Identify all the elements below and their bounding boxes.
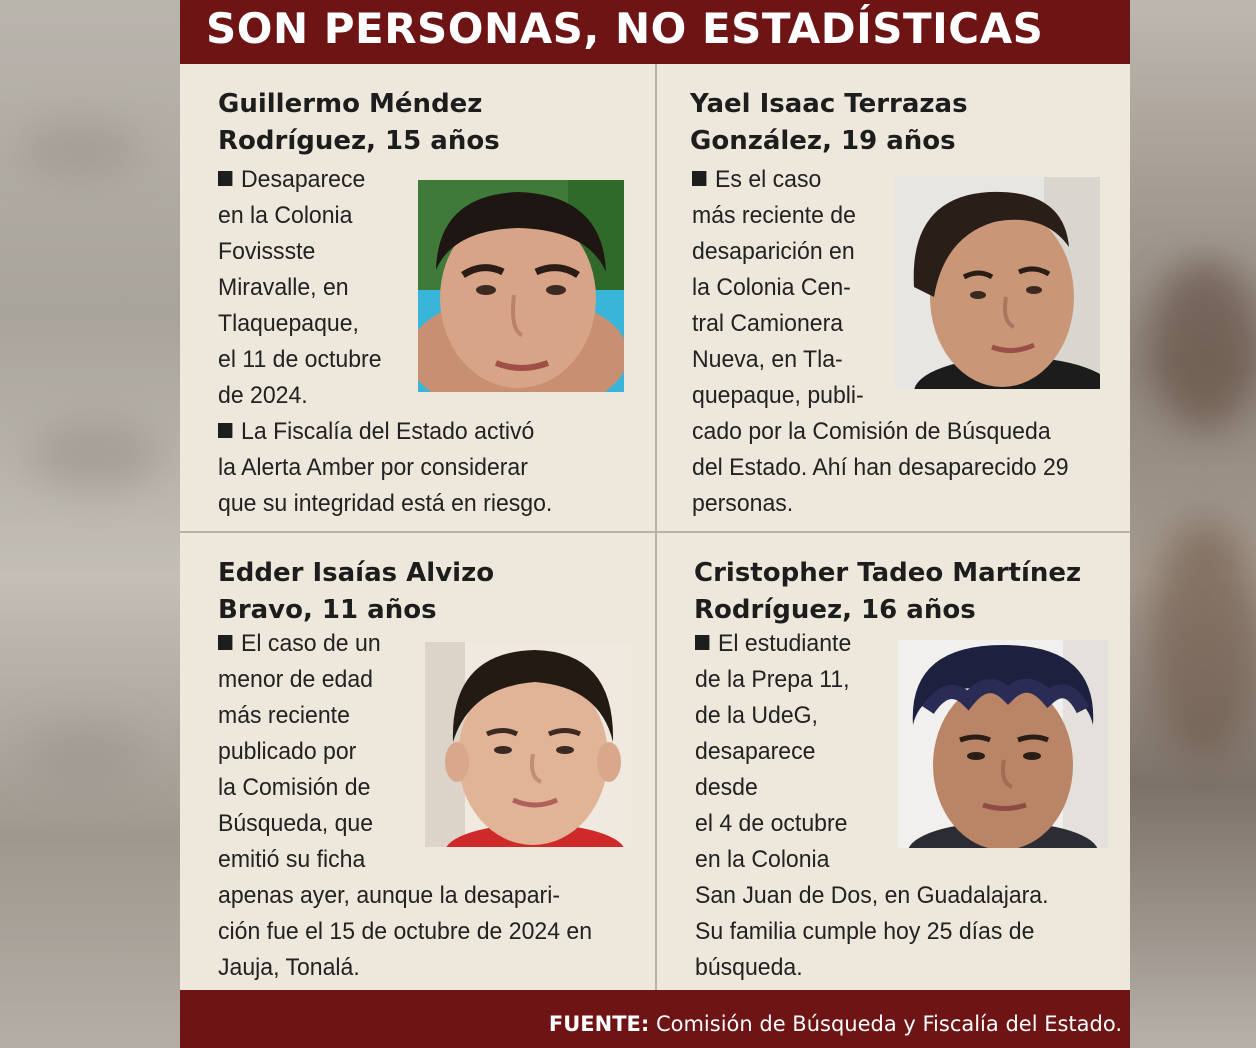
text-line: apenas ayer, aunque la desapari- [218,882,561,909]
person-photo [425,642,631,847]
person-photo [418,180,624,392]
text-line: El caso de un [218,626,592,662]
footer-bar [180,990,1130,1048]
text-line: personas. [692,490,794,517]
infographic-panel [180,0,1130,1048]
background-blur-blob [1150,520,1256,760]
text-line: La Fiscalía del Estado activó [218,414,552,450]
text-line: la Comisión de [218,774,371,801]
portrait-illustration [898,640,1108,848]
text-line: Su familia cumple hoy 25 días de [695,918,1035,945]
person-name: Yael Isaac Terrazas González, 19 años [690,89,968,156]
text-line: cado por la Comisión de Búsqueda [692,418,1051,445]
text-line: Tlaquepaque, [218,310,359,337]
text-line: Jauja, Tonalá. [218,954,360,981]
background-blur-blob [20,120,140,180]
header-bar [180,0,1130,64]
text-line: de la UdeG, [695,702,818,729]
text-line: el 11 de octubre [218,346,382,373]
text-line: desaparición en [692,238,855,265]
text-line: la Alerta Amber por considerar [218,454,528,481]
background-blur-blob [30,420,160,490]
text-line: tral Camionera [692,310,844,337]
text-line: Desaparece [218,162,552,198]
person-photo [898,640,1108,848]
background-blur-blob [1150,260,1256,430]
bullet-icon [218,635,232,650]
text-line: desaparece [695,738,816,765]
text-line: más reciente [218,702,350,729]
text-line: en la Colonia [695,846,830,873]
bullet-icon [218,171,232,186]
portrait-illustration [418,180,624,392]
text-line: El estudiante [695,626,1049,662]
text-line: que su integridad está en riesgo. [218,490,553,517]
portrait-illustration [425,642,631,847]
text-line: Nueva, en Tla- [692,346,843,373]
bullet-icon [695,635,709,650]
text-line: Fovissste [218,238,316,265]
text-line: menor de edad [218,666,373,693]
text-line: emitió su ficha [218,846,366,873]
column-divider [655,64,657,990]
person-name: Edder Isaías Alvizo Bravo, 11 años [218,558,495,625]
text-line: búsqueda. [695,954,803,981]
text-line: en la Colonia [218,202,353,229]
text-line: de la Prepa 11, [695,666,850,693]
text-line: quepaque, publi- [692,382,864,409]
source-credit: FUENTE: Comisión de Búsqueda y Fiscalía del Estado. [548,1012,1122,1036]
background-blur-blob [25,720,145,790]
page-title: SON PERSONAS, NO ESTADÍSTICAS [206,4,1044,53]
text-line: desde [695,774,758,801]
text-line: de 2024. [218,382,308,409]
text-line: del Estado. Ahí han desaparecido 29 [692,454,1069,481]
row-divider [180,531,1130,533]
text-line: Búsqueda, que [218,810,374,837]
person-photo [894,177,1100,389]
text-line: Miravalle, en [218,274,349,301]
text-line: Es el caso [692,162,1069,198]
person-name: Cristopher Tadeo Martínez Rodríguez, 16 años [694,558,1082,625]
text-line: más reciente de [692,202,856,229]
bullet-icon [218,423,232,438]
bullet-icon [692,171,706,186]
text-line: San Juan de Dos, en Guadalajara. [695,882,1049,909]
person-name: Guillermo Méndez Rodríguez, 15 años [218,89,500,156]
text-line: la Colonia Cen- [692,274,851,301]
text-line: el 4 de octubre [695,810,848,837]
text-line: publicado por [218,738,357,765]
portrait-illustration [894,177,1100,389]
text-line: ción fue el 15 de octubre de 2024 en [218,918,593,945]
